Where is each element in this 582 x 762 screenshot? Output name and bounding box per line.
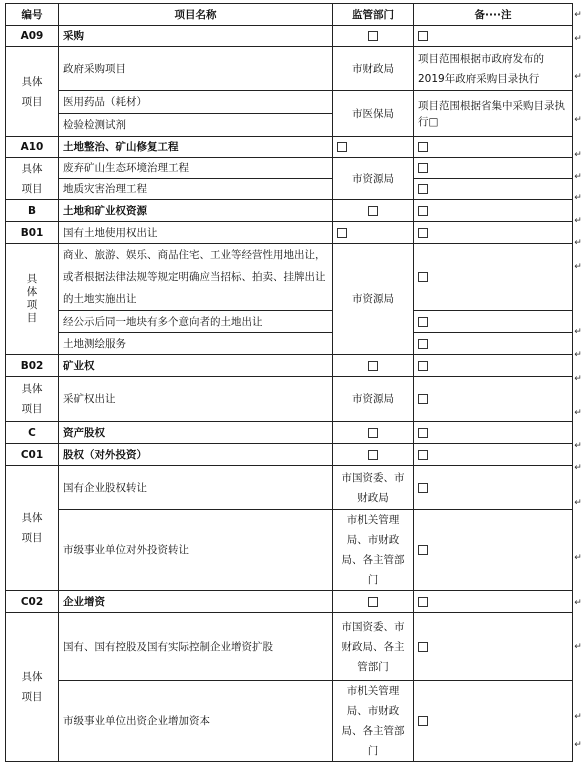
- item-text: 国有企业股权转让: [59, 466, 333, 510]
- dept-checkbox[interactable]: [333, 444, 414, 466]
- specific-items-label: 具体项目: [6, 158, 59, 200]
- paragraph-mark: ↵: [574, 193, 582, 203]
- table-row: [6, 333, 573, 355]
- specific-items-label: 具体项目: [6, 613, 59, 762]
- remark-text: 项目范围根据市政府发布的2019年政府采购目录执行: [414, 47, 573, 91]
- specific-items-label: 具体项目: [6, 377, 59, 422]
- paragraph-mark: ↵: [574, 740, 582, 750]
- remark-checkbox[interactable]: [414, 681, 573, 762]
- specific-items-label: 具体项目: [6, 47, 59, 137]
- remark-checkbox[interactable]: [414, 591, 573, 613]
- category-row-a09: [6, 26, 573, 47]
- remark-checkbox[interactable]: [414, 179, 573, 200]
- remark-checkbox[interactable]: [414, 200, 573, 222]
- dept-checkbox[interactable]: [333, 422, 414, 444]
- paragraph-mark: ↵: [574, 238, 582, 248]
- table-row: [6, 244, 573, 311]
- table-row: [6, 466, 573, 510]
- remark-checkbox[interactable]: [414, 333, 573, 355]
- paragraph-mark: ↵: [574, 712, 582, 722]
- table-row: [6, 47, 573, 91]
- name-a09: 采购: [59, 26, 333, 47]
- remark-checkbox[interactable]: [414, 444, 573, 466]
- category-row-c: [6, 422, 573, 444]
- item-text: 经公示后同一地块有多个意向者的土地出让: [59, 311, 333, 333]
- remark-checkbox[interactable]: [414, 158, 573, 179]
- paragraph-mark: ↵: [574, 262, 582, 272]
- remark-checkbox[interactable]: [414, 244, 573, 311]
- item-text: 废弃矿山生态环境治理工程: [59, 158, 333, 179]
- dept-text: 市机关管理局、市财政局、各主管部门: [333, 510, 414, 591]
- item-text: 地质灾害治理工程: [59, 179, 333, 200]
- paragraph-mark: ↵: [574, 350, 582, 360]
- code-c02: C02: [6, 591, 59, 613]
- item-text: 医用药品（耗材）: [59, 91, 333, 114]
- code-c: C: [6, 422, 59, 444]
- header-dept: 监管部门: [333, 4, 414, 26]
- name-c01: 股权（对外投资）: [59, 444, 333, 466]
- remark-checkbox[interactable]: [414, 355, 573, 377]
- paragraph-mark: ↵: [574, 441, 582, 451]
- dept-text: 市医保局: [333, 91, 414, 137]
- paragraph-mark: ↵: [574, 374, 582, 384]
- remark-checkbox[interactable]: [414, 311, 573, 333]
- table-header-row: [6, 4, 573, 26]
- paragraph-mark: ↵: [574, 408, 582, 418]
- item-text: 国有、国有控股及国有实际控制企业增资扩股: [59, 613, 333, 681]
- dept-checkbox[interactable]: [333, 355, 414, 377]
- table-row: [6, 91, 573, 114]
- category-row-b: [6, 200, 573, 222]
- table-row: [6, 613, 573, 681]
- name-a10: 土地整治、矿山修复工程: [59, 137, 333, 158]
- name-c02: 企业增资: [59, 591, 333, 613]
- table-row: [6, 158, 573, 179]
- paragraph-mark: ↵: [574, 150, 582, 160]
- paragraph-mark: ↵: [574, 72, 582, 82]
- code-b: B: [6, 200, 59, 222]
- category-row-b02: [6, 355, 573, 377]
- paragraph-mark: ↵: [574, 553, 582, 563]
- dept-text: 市国资委、市财政局: [333, 466, 414, 510]
- table-row: [6, 311, 573, 333]
- name-b: 土地和矿业权资源: [59, 200, 333, 222]
- dept-checkbox[interactable]: [333, 26, 414, 47]
- dept-checkbox[interactable]: [333, 137, 414, 158]
- item-text: 市级事业单位对外投资转让: [59, 510, 333, 591]
- paragraph-mark: ↵: [574, 642, 582, 652]
- category-row-c02: [6, 591, 573, 613]
- item-text: 商业、旅游、娱乐、商品住宅、工业等经营性用地出让，或者根据法律法规等规定明确应当招标、拍卖、挂牌出让的土地实施出让: [59, 244, 333, 311]
- name-b01: 国有土地使用权出让: [59, 222, 333, 244]
- code-c01: C01: [6, 444, 59, 466]
- code-a10: A10: [6, 137, 59, 158]
- paragraph-mark: ↵: [574, 10, 582, 20]
- dept-checkbox[interactable]: [333, 222, 414, 244]
- remark-checkbox[interactable]: [414, 510, 573, 591]
- paragraph-mark: ↵: [574, 34, 582, 44]
- paragraph-mark: ↵: [574, 327, 582, 337]
- name-b02: 矿业权: [59, 355, 333, 377]
- project-table: [5, 3, 573, 762]
- paragraph-mark: ↵: [574, 216, 582, 226]
- dept-text: 市财政局: [333, 47, 414, 91]
- category-row-c01: [6, 444, 573, 466]
- remark-checkbox[interactable]: [414, 422, 573, 444]
- code-b01: B01: [6, 222, 59, 244]
- paragraph-mark: ↵: [574, 463, 582, 473]
- remark-checkbox[interactable]: [414, 466, 573, 510]
- table-row: [6, 179, 573, 200]
- remark-text: 项目范围根据省集中采购目录执行□: [414, 91, 573, 137]
- header-name: 项目名称: [59, 4, 333, 26]
- dept-checkbox[interactable]: [333, 200, 414, 222]
- paragraph-mark: ↵: [574, 172, 582, 182]
- specific-items-label: 具体项目: [6, 244, 59, 355]
- name-c: 资产股权: [59, 422, 333, 444]
- item-text: 土地测绘服务: [59, 333, 333, 355]
- code-a09: A09: [6, 26, 59, 47]
- header-code: 编号: [6, 4, 59, 26]
- item-text: 检验检测试剂: [59, 114, 333, 137]
- paragraph-mark: ↵: [574, 498, 582, 508]
- remark-checkbox[interactable]: [414, 222, 573, 244]
- item-text: 市级事业单位出资企业增加资本: [59, 681, 333, 762]
- category-row-b01: [6, 222, 573, 244]
- remark-checkbox[interactable]: [414, 137, 573, 158]
- paragraph-mark: ↵: [574, 115, 582, 125]
- dept-text: 市资源局: [333, 158, 414, 200]
- remark-checkbox[interactable]: [414, 377, 573, 422]
- table-row: [6, 510, 573, 591]
- table-row: [6, 681, 573, 762]
- remark-checkbox[interactable]: [414, 26, 573, 47]
- header-remark: 备····注: [414, 4, 573, 26]
- dept-text: 市资源局: [333, 377, 414, 422]
- dept-text: 市机关管理局、市财政局、各主管部门: [333, 681, 414, 762]
- dept-text: 市国资委、市财政局、各主管部门: [333, 613, 414, 681]
- dept-text: 市资源局: [333, 244, 414, 355]
- item-text: 采矿权出让: [59, 377, 333, 422]
- specific-items-label: 具体项目: [6, 466, 59, 591]
- remark-checkbox[interactable]: [414, 613, 573, 681]
- category-row-a10: [6, 137, 573, 158]
- table-row: [6, 377, 573, 422]
- dept-checkbox[interactable]: [333, 591, 414, 613]
- paragraph-mark: ↵: [574, 598, 582, 608]
- item-text: 政府采购项目: [59, 47, 333, 91]
- code-b02: B02: [6, 355, 59, 377]
